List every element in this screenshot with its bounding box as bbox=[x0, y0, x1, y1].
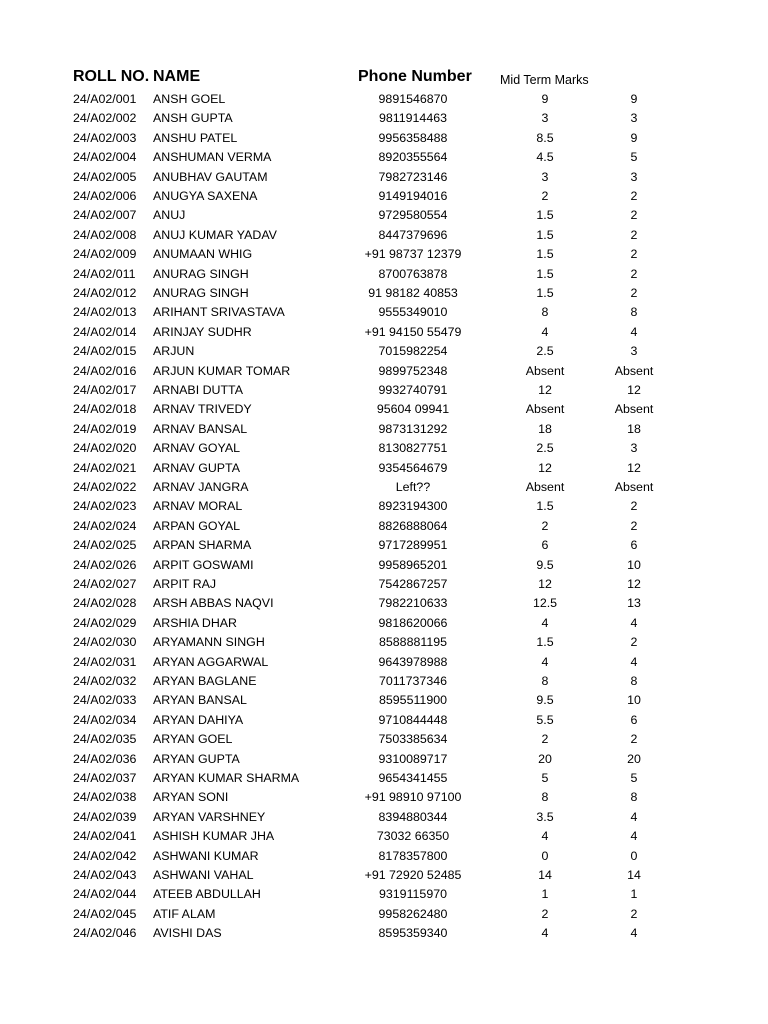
table-row bbox=[0, 109, 768, 128]
rounded-mark-cell: 2 bbox=[630, 906, 638, 921]
rounded-mark-cell: 12 bbox=[627, 577, 641, 591]
phone-cell: 8394880344 bbox=[378, 809, 448, 824]
roll-no-cell: 24/A02/036 bbox=[73, 751, 137, 766]
mid-term-mark-cell: 9.5 bbox=[536, 557, 554, 572]
rounded-mark-cell: Absent bbox=[614, 363, 654, 378]
roll-no-cell: 24/A02/006 bbox=[73, 189, 137, 203]
roll-no-cell: 24/A02/028 bbox=[73, 596, 137, 611]
name-cell: ATIF ALAM bbox=[153, 906, 216, 921]
phone-cell: +91 98737 12379 bbox=[364, 247, 462, 262]
mid-term-mark-cell: 1 bbox=[541, 887, 549, 902]
phone-cell: 73032 66350 bbox=[376, 829, 450, 844]
rounded-mark-cell: 18 bbox=[627, 421, 641, 436]
rounded-mark-cell: 14 bbox=[627, 868, 641, 882]
name-cell: ANURAG SINGH bbox=[153, 266, 249, 281]
name-cell: ARJUN KUMAR TOMAR bbox=[153, 363, 291, 378]
rounded-mark-cell: Absent bbox=[614, 480, 654, 494]
rounded-mark-cell: 3 bbox=[630, 344, 638, 359]
rounded-mark-cell: 8 bbox=[630, 790, 638, 805]
rounded-mark-cell: Absent bbox=[614, 402, 654, 417]
roll-no-cell: 24/A02/001 bbox=[73, 92, 137, 106]
mid-term-mark-cell: 12 bbox=[538, 460, 552, 475]
name-cell: ARPIT RAJ bbox=[153, 577, 217, 591]
name-cell: ANUJ KUMAR YADAV bbox=[153, 227, 277, 242]
table-row bbox=[0, 614, 768, 633]
roll-no-cell: 24/A02/023 bbox=[73, 499, 137, 514]
phone-cell: 8595359340 bbox=[378, 926, 448, 941]
mid-term-mark-cell: 1.5 bbox=[536, 227, 554, 242]
name-cell: ANUJ bbox=[153, 208, 186, 223]
table-row bbox=[0, 594, 768, 613]
phone-cell: 9654341455 bbox=[378, 771, 448, 785]
phone-cell: +91 72920 52485 bbox=[364, 868, 462, 882]
phone-cell: 9354564679 bbox=[378, 460, 448, 475]
table-row bbox=[0, 478, 768, 497]
table-row bbox=[0, 653, 768, 672]
roll-no-header: ROLL NO. bbox=[73, 68, 150, 85]
roll-no-cell: 24/A02/016 bbox=[73, 363, 137, 378]
name-cell: ARNAV BANSAL bbox=[153, 421, 248, 436]
phone-cell: 95604 09941 bbox=[376, 402, 450, 417]
phone-cell: 9319115970 bbox=[379, 887, 447, 902]
phone-cell: 8595511900 bbox=[379, 693, 447, 708]
phone-cell: +91 98910 97100 bbox=[364, 790, 462, 805]
phone-cell: 91 98182 40853 bbox=[368, 286, 458, 300]
table-row bbox=[0, 750, 768, 769]
rounded-mark-cell: 2 bbox=[630, 286, 638, 300]
roll-no-cell: 24/A02/017 bbox=[73, 383, 137, 397]
table-row bbox=[0, 924, 768, 943]
mid-term-mark-cell: 1.5 bbox=[536, 247, 554, 262]
table-row bbox=[0, 556, 768, 575]
mid-term-mark-cell: 18 bbox=[538, 421, 552, 436]
rounded-mark-cell: 2 bbox=[630, 635, 638, 650]
table-row bbox=[0, 885, 768, 904]
phone-cell: 8920355564 bbox=[378, 150, 448, 165]
phone-cell: 7982723146 bbox=[378, 169, 448, 184]
mid-term-mark-cell: 9.5 bbox=[536, 693, 554, 708]
name-cell: ARYAMANN SINGH bbox=[153, 635, 265, 650]
roll-no-cell: 24/A02/009 bbox=[73, 247, 137, 262]
mid-term-mark-cell: 4 bbox=[541, 615, 549, 630]
rounded-mark-cell: 6 bbox=[630, 712, 638, 727]
name-cell: ARPAN SHARMA bbox=[153, 538, 252, 553]
name-cell: ANUMAAN WHIG bbox=[153, 247, 253, 262]
table-row bbox=[0, 711, 768, 730]
roll-no-cell: 24/A02/034 bbox=[73, 712, 137, 727]
rounded-mark-cell: 0 bbox=[630, 848, 638, 863]
mid-term-mark-cell: 2.5 bbox=[536, 441, 554, 456]
rounded-mark-cell: 1 bbox=[630, 887, 638, 902]
roll-no-cell: 24/A02/026 bbox=[73, 557, 137, 572]
roll-no-cell: 24/A02/029 bbox=[73, 615, 137, 630]
mid-term-mark-cell: 2 bbox=[541, 906, 549, 921]
mid-term-mark-cell: 1.5 bbox=[536, 286, 554, 300]
name-cell: ARYAN AGGARWAL bbox=[153, 654, 269, 669]
roll-no-cell: 24/A02/045 bbox=[73, 906, 137, 921]
mid-term-mark-cell: 2 bbox=[541, 732, 549, 747]
rounded-mark-cell: 3 bbox=[630, 441, 638, 456]
mid-term-mark-cell: 14 bbox=[538, 868, 552, 882]
rounded-mark-cell: 20 bbox=[627, 751, 641, 766]
roll-no-cell: 24/A02/035 bbox=[73, 732, 137, 747]
phone-cell: 9958262480 bbox=[378, 906, 448, 921]
phone-cell: 7011737346 bbox=[379, 674, 447, 688]
phone-cell: 7542867257 bbox=[378, 577, 448, 591]
mid-term-mark-cell: 3 bbox=[541, 111, 549, 126]
rounded-mark-cell: 2 bbox=[630, 266, 638, 281]
mid-term-mark-cell: 12 bbox=[538, 383, 552, 397]
roll-no-cell: 24/A02/027 bbox=[73, 577, 137, 591]
roll-no-cell: 24/A02/032 bbox=[73, 674, 137, 688]
rounded-mark-cell: 6 bbox=[630, 538, 638, 553]
phone-cell: 9643978988 bbox=[378, 654, 448, 669]
phone-cell: Left?? bbox=[395, 480, 431, 494]
phone-cell: 9818620066 bbox=[378, 615, 448, 630]
table-row bbox=[0, 362, 768, 381]
name-cell: ARINJAY SUDHR bbox=[153, 324, 252, 339]
rounded-mark-cell: 4 bbox=[630, 829, 638, 844]
mid-term-mark-cell: 4.5 bbox=[536, 150, 554, 165]
table-row bbox=[0, 730, 768, 749]
table-row bbox=[0, 90, 768, 109]
mid-term-mark-cell: 4 bbox=[541, 829, 549, 844]
mid-term-mark-cell: 1.5 bbox=[536, 635, 554, 650]
roll-no-cell: 24/A02/020 bbox=[73, 441, 137, 456]
rounded-mark-cell: 2 bbox=[630, 189, 638, 203]
name-cell: ARNABI DUTTA bbox=[153, 383, 243, 397]
phone-cell: 9310089717 bbox=[378, 751, 448, 766]
rounded-mark-cell: 4 bbox=[630, 926, 638, 941]
name-cell: ARYAN VARSHNEY bbox=[153, 809, 266, 824]
table-row bbox=[0, 866, 768, 885]
table-row bbox=[0, 788, 768, 807]
rounded-mark-cell: 12 bbox=[627, 383, 641, 397]
roll-no-cell: 24/A02/002 bbox=[73, 111, 137, 126]
name-cell: ARYAN GOEL bbox=[153, 732, 233, 747]
name-cell: AVISHI DAS bbox=[153, 926, 222, 941]
roll-no-cell: 24/A02/014 bbox=[73, 324, 137, 339]
phone-cell: 9891546870 bbox=[378, 92, 448, 106]
name-cell: ARYAN BAGLANE bbox=[153, 674, 257, 688]
rounded-mark-cell: 4 bbox=[630, 615, 638, 630]
table-row bbox=[0, 769, 768, 788]
name-cell: ASHWANI VAHAL bbox=[153, 868, 254, 882]
roll-no-cell: 24/A02/019 bbox=[73, 421, 137, 436]
roll-no-cell: 24/A02/003 bbox=[73, 130, 137, 145]
mid-term-mark-cell: 2 bbox=[541, 518, 549, 533]
roll-no-cell: 24/A02/042 bbox=[73, 848, 137, 863]
rounded-mark-cell: 4 bbox=[630, 809, 638, 824]
phone-cell: 8130827751 bbox=[378, 441, 448, 456]
rounded-mark-cell: 5 bbox=[630, 150, 638, 165]
mid-term-mark-cell: 2 bbox=[541, 189, 549, 203]
mid-term-mark-cell: Absent bbox=[525, 480, 565, 494]
name-cell: ANUGYA SAXENA bbox=[153, 189, 258, 203]
table-row bbox=[0, 129, 768, 148]
name-cell: ARYAN BANSAL bbox=[153, 693, 247, 708]
roll-no-cell: 24/A02/018 bbox=[73, 402, 137, 417]
name-cell: ARPAN GOYAL bbox=[153, 518, 240, 533]
roll-no-cell: 24/A02/030 bbox=[73, 635, 137, 650]
roll-no-cell: 24/A02/021 bbox=[73, 460, 137, 475]
name-cell: ARSHIA DHAR bbox=[153, 615, 237, 630]
mid-term-mark-cell: 8 bbox=[541, 305, 549, 320]
table-row bbox=[0, 400, 768, 419]
name-cell: ASHISH KUMAR JHA bbox=[153, 829, 275, 844]
mid-term-mark-cell: 0 bbox=[541, 848, 549, 863]
table-row bbox=[0, 265, 768, 284]
phone-cell: 9717289951 bbox=[378, 538, 448, 553]
name-cell: ATEEB ABDULLAH bbox=[153, 887, 261, 902]
mid-term-mark-cell: 3.5 bbox=[536, 809, 554, 824]
mid-term-mark-cell: 1.5 bbox=[536, 499, 554, 514]
rounded-mark-cell: 2 bbox=[630, 208, 638, 223]
rounded-mark-cell: 2 bbox=[630, 247, 638, 262]
rounded-mark-cell: 10 bbox=[627, 557, 641, 572]
name-cell: ANURAG SINGH bbox=[153, 286, 249, 300]
table-row bbox=[0, 808, 768, 827]
phone-cell: 8178357800 bbox=[378, 848, 448, 863]
name-cell: ANSH GUPTA bbox=[153, 111, 233, 126]
phone-cell: 9149194016 bbox=[378, 189, 448, 203]
mid-term-mark-cell: 2.5 bbox=[536, 344, 554, 359]
phone-cell: 7015982254 bbox=[378, 344, 448, 359]
name-cell: ARIHANT SRIVASTAVA bbox=[153, 305, 285, 320]
table-row bbox=[0, 303, 768, 322]
table-row bbox=[0, 148, 768, 167]
table-row bbox=[0, 342, 768, 361]
phone-cell: +91 94150 55479 bbox=[364, 324, 462, 339]
roll-no-cell: 24/A02/046 bbox=[73, 926, 137, 941]
mid-term-mark-cell: 4 bbox=[541, 324, 549, 339]
roll-no-cell: 24/A02/013 bbox=[73, 305, 137, 320]
mid-term-mark-cell: 1.5 bbox=[536, 208, 554, 223]
name-cell: ANUBHAV GAUTAM bbox=[153, 169, 268, 184]
phone-cell: 7503385634 bbox=[378, 732, 448, 747]
phone-cell: 8923194300 bbox=[378, 499, 448, 514]
roll-no-cell: 24/A02/033 bbox=[73, 693, 137, 708]
table-row bbox=[0, 517, 768, 536]
table-row bbox=[0, 536, 768, 555]
table-row bbox=[0, 905, 768, 924]
rounded-mark-cell: 3 bbox=[630, 169, 638, 184]
name-cell: ARNAV GOYAL bbox=[153, 441, 240, 456]
phone-cell: 8826888064 bbox=[378, 518, 448, 533]
rounded-mark-cell: 4 bbox=[630, 654, 638, 669]
rounded-mark-cell: 2 bbox=[630, 227, 638, 242]
phone-cell: 7982210633 bbox=[378, 596, 448, 611]
table-row bbox=[0, 420, 768, 439]
roll-no-cell: 24/A02/025 bbox=[73, 538, 137, 553]
table-row bbox=[0, 168, 768, 187]
phone-cell: 9729580554 bbox=[378, 208, 448, 223]
table-row bbox=[0, 691, 768, 710]
mid-term-mark-cell: 8.5 bbox=[536, 130, 554, 145]
roll-no-cell: 24/A02/024 bbox=[73, 518, 137, 533]
name-cell: ARNAV TRIVEDY bbox=[153, 402, 252, 417]
name-cell: ASHWANI KUMAR bbox=[153, 848, 259, 863]
mid-term-mark-cell: 4 bbox=[541, 654, 549, 669]
mid-term-mark-cell: 8 bbox=[541, 790, 549, 805]
roll-no-cell: 24/A02/012 bbox=[73, 286, 137, 300]
table-row bbox=[0, 187, 768, 206]
mid-term-mark-cell: 3 bbox=[541, 169, 549, 184]
rounded-mark-cell: 8 bbox=[630, 674, 638, 688]
table-row bbox=[0, 847, 768, 866]
roll-no-cell: 24/A02/037 bbox=[73, 771, 137, 785]
mid-term-mark-cell: 8 bbox=[541, 674, 549, 688]
phone-cell: 8447379696 bbox=[378, 227, 448, 242]
phone-cell: 9555349010 bbox=[378, 305, 448, 320]
name-cell: ARSH ABBAS NAQVI bbox=[153, 596, 274, 611]
roll-no-cell: 24/A02/022 bbox=[73, 480, 137, 494]
name-cell: ARYAN GUPTA bbox=[153, 751, 240, 766]
mid-term-mark-cell: Absent bbox=[525, 402, 565, 417]
table-row bbox=[0, 672, 768, 691]
phone-cell: 9932740791 bbox=[378, 383, 448, 397]
rounded-mark-cell: 2 bbox=[630, 518, 638, 533]
phone-number-header: Phone Number bbox=[358, 68, 472, 85]
table-row bbox=[0, 633, 768, 652]
name-cell: ANSH GOEL bbox=[153, 92, 226, 106]
roll-no-cell: 24/A02/039 bbox=[73, 809, 137, 824]
mid-term-mark-cell: 12 bbox=[538, 577, 552, 591]
rounded-mark-cell: 12 bbox=[627, 460, 641, 475]
name-cell: ARNAV JANGRA bbox=[153, 480, 249, 494]
table-row bbox=[0, 459, 768, 478]
mid-term-mark-cell: 4 bbox=[541, 926, 549, 941]
roll-no-cell: 24/A02/008 bbox=[73, 227, 137, 242]
phone-cell: 9811914463 bbox=[379, 111, 447, 126]
table-row bbox=[0, 226, 768, 245]
roll-no-cell: 24/A02/011 bbox=[73, 266, 136, 281]
table-row bbox=[0, 575, 768, 594]
name-cell: ANSHUMAN VERMA bbox=[153, 150, 272, 165]
rounded-mark-cell: 10 bbox=[627, 693, 641, 708]
roll-no-cell: 24/A02/038 bbox=[73, 790, 137, 805]
rounded-mark-cell: 9 bbox=[630, 92, 638, 106]
roll-no-cell: 24/A02/044 bbox=[73, 887, 137, 902]
mid-term-mark-cell: 9 bbox=[541, 92, 549, 106]
name-cell: ARYAN SONI bbox=[153, 790, 229, 805]
name-cell: ARNAV MORAL bbox=[153, 499, 243, 514]
roll-no-cell: 24/A02/041 bbox=[73, 829, 137, 844]
mid-term-mark-cell: Absent bbox=[525, 363, 565, 378]
table-row bbox=[0, 381, 768, 400]
mid-term-mark-cell: 12.5 bbox=[532, 596, 558, 611]
roll-no-cell: 24/A02/043 bbox=[73, 868, 137, 882]
name-header: NAME bbox=[153, 68, 201, 85]
rounded-mark-cell: 13 bbox=[627, 596, 641, 611]
table-row bbox=[0, 284, 768, 303]
phone-cell: 9958965201 bbox=[378, 557, 448, 572]
roll-no-cell: 24/A02/005 bbox=[73, 169, 137, 184]
table-row bbox=[0, 245, 768, 264]
mid-term-mark-cell: 1.5 bbox=[536, 266, 554, 281]
rounded-mark-cell: 5 bbox=[630, 771, 638, 785]
rounded-mark-cell: 3 bbox=[630, 111, 638, 126]
name-cell: ANSHU PATEL bbox=[153, 130, 238, 145]
mid-term-mark-cell: 6 bbox=[541, 538, 549, 553]
phone-cell: 9899752348 bbox=[378, 363, 448, 378]
mid-term-mark-cell: 20 bbox=[538, 751, 552, 766]
mid-term-mark-cell: 5.5 bbox=[536, 712, 554, 727]
roll-no-cell: 24/A02/015 bbox=[73, 344, 137, 359]
rounded-mark-cell: 2 bbox=[630, 499, 638, 514]
name-cell: ARYAN KUMAR SHARMA bbox=[153, 771, 300, 785]
name-cell: ARJUN bbox=[153, 344, 195, 359]
roll-no-cell: 24/A02/007 bbox=[73, 208, 137, 223]
name-cell: ARNAV GUPTA bbox=[153, 460, 240, 475]
name-cell: ARYAN DAHIYA bbox=[153, 712, 244, 727]
table-row bbox=[0, 323, 768, 342]
table-row bbox=[0, 497, 768, 516]
mid-term-marks-header: Mid Term Marks bbox=[500, 73, 589, 87]
rounded-mark-cell: 4 bbox=[630, 324, 638, 339]
phone-cell: 9956358488 bbox=[378, 130, 448, 145]
roll-no-cell: 24/A02/004 bbox=[73, 150, 137, 165]
phone-cell: 8700763878 bbox=[378, 266, 448, 281]
rounded-mark-cell: 8 bbox=[630, 305, 638, 320]
mid-term-mark-cell: 5 bbox=[541, 771, 549, 785]
rounded-mark-cell: 2 bbox=[630, 732, 638, 747]
phone-cell: 8588881195 bbox=[379, 635, 447, 650]
rounded-mark-cell: 9 bbox=[630, 130, 638, 145]
name-cell: ARPIT GOSWAMI bbox=[153, 557, 254, 572]
roll-no-cell: 24/A02/031 bbox=[73, 654, 137, 669]
phone-cell: 9710844448 bbox=[378, 712, 448, 727]
table-row bbox=[0, 206, 768, 225]
phone-cell: 9873131292 bbox=[378, 421, 448, 436]
table-row bbox=[0, 827, 768, 846]
table-row bbox=[0, 439, 768, 458]
